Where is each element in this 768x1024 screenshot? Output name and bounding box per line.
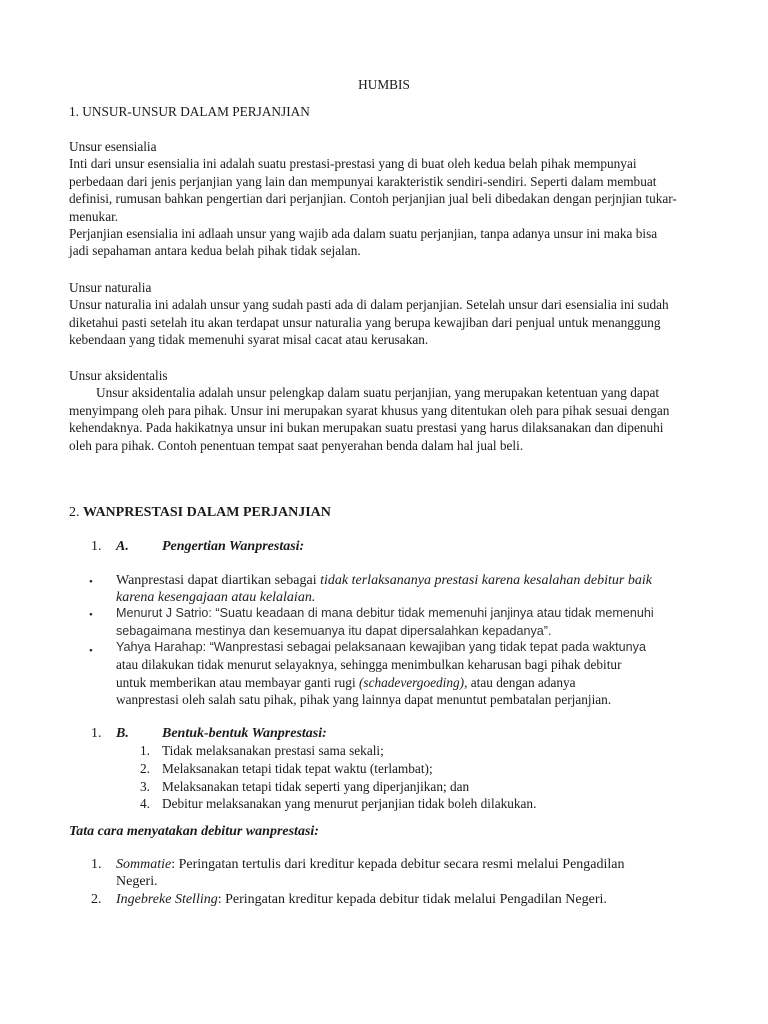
bullet-item-satrio	[116, 604, 716, 640]
list-item	[0, 742, 768, 760]
esensialia-line: perbedaan dari jenis perjanjian yang lain dan mempunyai karakteristik sendiri-sendiri. Seperti dalam membuat	[69, 173, 657, 189]
list-item	[0, 760, 768, 778]
esensialia-block	[69, 138, 721, 260]
list-number: 1.	[91, 857, 102, 872]
subsection-a-letter: A.	[116, 539, 129, 554]
bullet-item-definition	[116, 572, 716, 607]
aksidentalis-label: Unsur aksidentalis	[69, 368, 168, 383]
sommatie-text-cont: Negeri.	[116, 874, 158, 890]
sommatie-text: : Peringatan tertulis dari kreditur kepada debitur secara resmi melalui Pengadilan	[171, 857, 625, 872]
list-item	[0, 778, 768, 796]
ingebreke-text: : Peringatan kreditur kepada debitur tidak melalui Pengadilan Negeri.	[217, 892, 607, 907]
list-number: 3.	[140, 778, 150, 794]
subsection-b-title: Bentuk-bentuk Wanprestasi:	[162, 726, 327, 741]
list-number: 2.	[140, 760, 150, 776]
esensialia-line: jadi sepahaman antara kedua belah pihak tidak sejalan.	[69, 243, 361, 259]
harahap-line: Yahya Harahap: “Wanprestasi sebagai pelaksanaan kewajiban yang tidak tepat pada waktunya	[116, 640, 646, 654]
subsection-b-number: 1.	[91, 726, 102, 741]
section-2-title: WANPRESTASI DALAM PERJANJIAN	[83, 505, 331, 520]
section-1-heading: 1. UNSUR-UNSUR DALAM PERJANJIAN	[69, 104, 310, 119]
naturalia-line: Unsur naturalia ini adalah unsur yang sudah pasti ada di dalam perjanjian. Setelah unsur dari esensialia ini sudah	[69, 297, 669, 313]
bullet-item-harahap	[116, 639, 716, 709]
bullet-icon: •	[89, 576, 93, 588]
harahap-term: (schadevergoeding),	[358, 674, 468, 690]
satrio-line: Menurut J Satrio: “Suatu keadaan di mana debitur tidak memenuhi janjinya atau tidak memenuhi	[116, 606, 654, 620]
esensialia-label: Unsur esensialia	[69, 139, 157, 154]
document-title: HUMBIS	[358, 77, 410, 92]
definition-emphasis-cont: karena kesengajaan atau kelalaian.	[116, 590, 316, 606]
section-2-number: 2.	[69, 505, 80, 520]
definition-text: Wanprestasi dapat diartikan sebagai	[116, 573, 321, 588]
aksidentalis-line: menyimpang oleh para pihak. Unsur ini merupakan syarat khusus yang ditentukan oleh para pihak sesuai dengan	[69, 402, 670, 418]
list-text: Debitur melaksanakan yang menurut perjanjian tidak boleh dilakukan.	[162, 796, 537, 812]
bentuk-list	[0, 742, 768, 813]
naturalia-block	[69, 279, 721, 349]
subsection-a-number: 1.	[91, 539, 102, 554]
esensialia-line: definisi, rumusan bahkan pengertian dari perjanjian. Contoh perjanjian jual beli dibedakan dengan perjnjian tukar-	[69, 191, 677, 207]
harahap-text: atau dengan adanya	[467, 674, 576, 690]
list-text: Melaksanakan tetapi tidak tepat waktu (terlambat);	[162, 760, 433, 776]
subsection-b-letter: B.	[116, 726, 129, 741]
esensialia-line: Perjanjian esensialia ini adlaah unsur yang wajib ada dalam suatu perjanjian, tanpa adanya unsur ini maka bisa	[69, 226, 658, 242]
aksidentalis-line: kehendaknya. Pada hakikatnya unsur ini bukan merupakan suatu prestasi yang harus dilaksanakan dan dipenuhi	[69, 420, 664, 436]
naturalia-label: Unsur naturalia	[69, 280, 152, 295]
satrio-line: sebagaimana mestinya dan kesemuanya itu dapat dipersalahkan kepadanya”.	[116, 624, 552, 638]
esensialia-line: Inti dari unsur esensialia ini adalah suatu prestasi-prestasi yang di buat oleh kedua belah pihak mempunyai	[69, 156, 637, 172]
naturalia-line: kebendaan yang tidak memenuhi syarat misal cacat atau kerusakan.	[69, 332, 429, 348]
bullet-icon: •	[89, 609, 93, 621]
list-text: Melaksanakan tetapi tidak seperti yang diperjanjikan; dan	[162, 778, 470, 794]
list-text: Tidak melaksanakan prestasi sama sekali;	[162, 743, 384, 758]
aksidentalis-line: Unsur aksidentalia adalah unsur pelengkap dalam suatu perjanjian, yang merupakan ketentuan yang dapat	[96, 385, 660, 401]
aksidentalis-line: oleh para pihak. Contoh penentuan tempat saat penyerahan benda dalam hal jual beli.	[69, 437, 524, 453]
harahap-line: wanprestasi oleh salah satu pihak, pihak yang lainnya dapat menuntut pembatalan perjanjian.	[116, 692, 612, 708]
harahap-text: untuk memberikan atau membayar ganti rugi	[116, 674, 359, 690]
list-item	[0, 795, 768, 813]
subsection-a-title: Pengertian Wanprestasi:	[162, 539, 305, 554]
section-2-heading	[69, 504, 721, 521]
esensialia-line: menukar.	[69, 208, 119, 224]
aksidentalis-block	[69, 367, 721, 454]
harahap-line: atau dilakukan tidak menurut selayaknya, sehingga menimbulkan keharusan bagi pihak debitur	[116, 657, 622, 673]
tata-cara-heading: Tata cara menyatakan debitur wanprestasi:	[69, 824, 319, 839]
bullet-icon: •	[89, 645, 93, 657]
naturalia-line: diketahui pasti setelah itu akan terdapat unsur naturalia yang berupa kewajiban dari penjual untuk menanggung	[69, 314, 661, 330]
list-number: 2.	[91, 892, 102, 907]
definition-emphasis: tidak terlaksananya prestasi karena kesalahan debitur baik	[320, 573, 652, 588]
ingebreke-term: Ingebreke Stelling	[116, 892, 218, 907]
list-number: 1.	[140, 743, 150, 758]
sommatie-term: Sommatie	[116, 857, 172, 872]
list-number: 4.	[140, 796, 150, 812]
